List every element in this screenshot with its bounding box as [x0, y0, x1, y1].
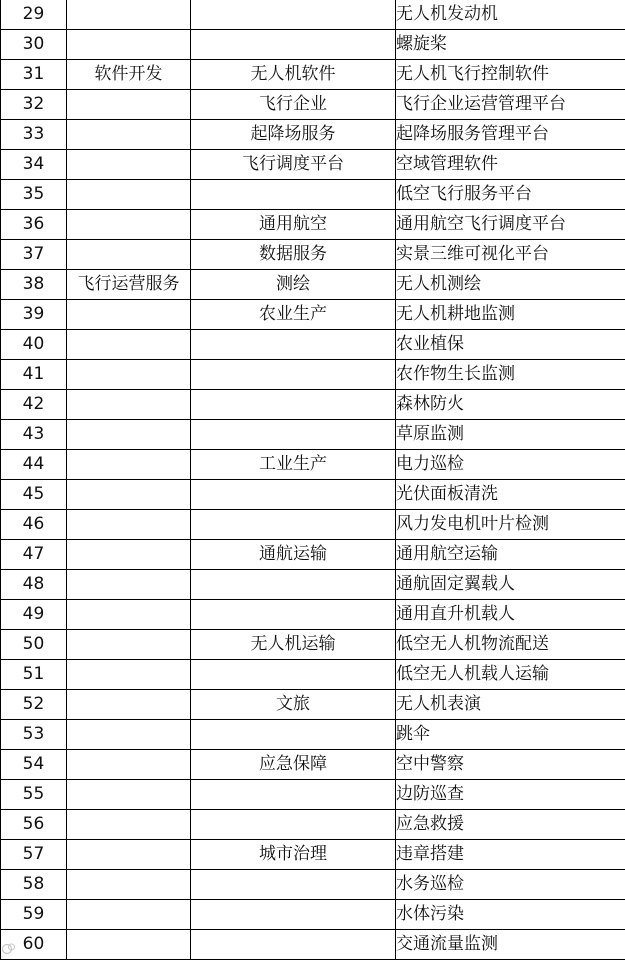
row-number: 60 [1, 930, 67, 960]
item-cell: 起降场服务管理平台 [396, 120, 625, 150]
category-cell [67, 870, 191, 900]
category-cell [67, 0, 191, 30]
subcategory-cell [191, 480, 396, 510]
table-row [1, 330, 625, 360]
table-row [1, 600, 625, 630]
table-row [1, 270, 625, 300]
category-cell [67, 180, 191, 210]
item-cell: 空中警察 [396, 750, 625, 780]
category-cell [67, 420, 191, 450]
watermark [2, 943, 16, 957]
row-number: 31 [1, 60, 67, 90]
item-cell: 跳伞 [396, 720, 625, 750]
table-row [1, 0, 625, 30]
row-number: 33 [1, 120, 67, 150]
category-cell [67, 450, 191, 480]
item-cell: 实景三维可视化平台 [396, 240, 625, 270]
subcategory-cell: 通航运输 [191, 540, 396, 570]
item-cell: 违章搭建 [396, 840, 625, 870]
row-number: 51 [1, 660, 67, 690]
subcategory-cell [191, 330, 396, 360]
category-cell [67, 780, 191, 810]
row-number: 54 [1, 750, 67, 780]
subcategory-cell [191, 510, 396, 540]
row-number: 55 [1, 780, 67, 810]
item-cell: 通航固定翼载人 [396, 570, 625, 600]
category-cell [67, 690, 191, 720]
subcategory-cell [191, 360, 396, 390]
row-number: 40 [1, 330, 67, 360]
category-cell [67, 330, 191, 360]
row-number: 35 [1, 180, 67, 210]
item-cell: 通用航空飞行调度平台 [396, 210, 625, 240]
row-number: 53 [1, 720, 67, 750]
category-cell [67, 150, 191, 180]
table-row [1, 390, 625, 420]
subcategory-cell [191, 720, 396, 750]
category-cell [67, 720, 191, 750]
item-cell: 飞行企业运营管理平台 [396, 90, 625, 120]
item-cell: 低空飞行服务平台 [396, 180, 625, 210]
item-cell: 无人机表演 [396, 690, 625, 720]
subcategory-cell [191, 780, 396, 810]
watermark-icon [2, 943, 16, 954]
subcategory-cell [191, 390, 396, 420]
category-cell [67, 30, 191, 60]
row-number: 46 [1, 510, 67, 540]
category-cell [67, 210, 191, 240]
table-row [1, 660, 625, 690]
row-number: 52 [1, 690, 67, 720]
item-cell: 无人机测绘 [396, 270, 625, 300]
item-cell: 通用直升机载人 [396, 600, 625, 630]
subcategory-cell: 工业生产 [191, 450, 396, 480]
category-cell [67, 600, 191, 630]
row-number: 36 [1, 210, 67, 240]
subcategory-cell [191, 600, 396, 630]
table-row [1, 510, 625, 540]
subcategory-cell: 飞行调度平台 [191, 150, 396, 180]
table-row [1, 810, 625, 840]
item-cell: 空域管理软件 [396, 150, 625, 180]
item-cell: 农作物生长监测 [396, 360, 625, 390]
item-cell: 低空无人机载人运输 [396, 660, 625, 690]
row-number: 48 [1, 570, 67, 600]
category-cell [67, 930, 191, 960]
table-row [1, 150, 625, 180]
category-cell [67, 360, 191, 390]
row-number: 45 [1, 480, 67, 510]
subcategory-cell [191, 30, 396, 60]
table-row [1, 780, 625, 810]
item-cell: 水务巡检 [396, 870, 625, 900]
table-row [1, 840, 625, 870]
category-cell [67, 540, 191, 570]
category-cell [67, 810, 191, 840]
item-cell: 草原监测 [396, 420, 625, 450]
category-cell [67, 750, 191, 780]
row-number: 50 [1, 630, 67, 660]
row-number: 29 [1, 0, 67, 30]
item-cell: 光伏面板清洗 [396, 480, 625, 510]
item-cell: 风力发电机叶片检测 [396, 510, 625, 540]
item-cell: 电力巡检 [396, 450, 625, 480]
table-row [1, 210, 625, 240]
subcategory-cell [191, 930, 396, 960]
subcategory-cell: 起降场服务 [191, 120, 396, 150]
item-cell: 低空无人机物流配送 [396, 630, 625, 660]
category-cell [67, 240, 191, 270]
table-row [1, 630, 625, 660]
subcategory-cell: 无人机软件 [191, 60, 396, 90]
category-cell: 飞行运营服务 [67, 270, 191, 300]
table-row [1, 930, 625, 960]
table-row [1, 30, 625, 60]
table-row [1, 60, 625, 90]
row-number: 43 [1, 420, 67, 450]
row-number: 38 [1, 270, 67, 300]
category-cell [67, 90, 191, 120]
item-cell: 森林防火 [396, 390, 625, 420]
table-row [1, 480, 625, 510]
table-row [1, 570, 625, 600]
row-number: 47 [1, 540, 67, 570]
row-number: 42 [1, 390, 67, 420]
table-body [1, 0, 625, 960]
subcategory-cell [191, 660, 396, 690]
item-cell: 农业植保 [396, 330, 625, 360]
row-number: 32 [1, 90, 67, 120]
item-cell: 螺旋桨 [396, 30, 625, 60]
row-number: 39 [1, 300, 67, 330]
subcategory-cell: 测绘 [191, 270, 396, 300]
category-cell [67, 300, 191, 330]
category-cell: 软件开发 [67, 60, 191, 90]
category-cell [67, 510, 191, 540]
table-row [1, 360, 625, 390]
row-number: 56 [1, 810, 67, 840]
subcategory-cell: 城市治理 [191, 840, 396, 870]
subcategory-cell [191, 900, 396, 930]
subcategory-cell: 文旅 [191, 690, 396, 720]
item-cell: 无人机耕地监测 [396, 300, 625, 330]
table-row [1, 450, 625, 480]
table-row [1, 90, 625, 120]
subcategory-cell: 数据服务 [191, 240, 396, 270]
subcategory-cell: 无人机运输 [191, 630, 396, 660]
row-number: 41 [1, 360, 67, 390]
table-row [1, 900, 625, 930]
item-cell: 水体污染 [396, 900, 625, 930]
subcategory-cell: 飞行企业 [191, 90, 396, 120]
row-number: 49 [1, 600, 67, 630]
table-row [1, 240, 625, 270]
table-row [1, 870, 625, 900]
table-row [1, 750, 625, 780]
category-cell [67, 120, 191, 150]
table-row [1, 540, 625, 570]
table-row [1, 180, 625, 210]
row-number: 34 [1, 150, 67, 180]
row-number: 59 [1, 900, 67, 930]
item-cell: 交通流量监测 [396, 930, 625, 960]
table-row [1, 120, 625, 150]
item-cell: 无人机飞行控制软件 [396, 60, 625, 90]
row-number: 30 [1, 30, 67, 60]
category-cell [67, 390, 191, 420]
table-row [1, 420, 625, 450]
subcategory-cell [191, 180, 396, 210]
subcategory-cell [191, 870, 396, 900]
category-cell [67, 660, 191, 690]
table-row [1, 720, 625, 750]
subcategory-cell: 通用航空 [191, 210, 396, 240]
table-row [1, 300, 625, 330]
item-cell: 无人机发动机 [396, 0, 625, 30]
subcategory-cell [191, 570, 396, 600]
category-cell [67, 900, 191, 930]
row-number: 44 [1, 450, 67, 480]
category-cell [67, 480, 191, 510]
category-cell [67, 630, 191, 660]
row-number: 58 [1, 870, 67, 900]
subcategory-cell: 农业生产 [191, 300, 396, 330]
item-cell: 边防巡查 [396, 780, 625, 810]
subcategory-cell [191, 0, 396, 30]
row-number: 57 [1, 840, 67, 870]
item-cell: 应急救援 [396, 810, 625, 840]
item-cell: 通用航空运输 [396, 540, 625, 570]
subcategory-cell [191, 420, 396, 450]
row-number: 37 [1, 240, 67, 270]
category-cell [67, 570, 191, 600]
subcategory-cell: 应急保障 [191, 750, 396, 780]
category-cell [67, 840, 191, 870]
table-row [1, 690, 625, 720]
subcategory-cell [191, 810, 396, 840]
